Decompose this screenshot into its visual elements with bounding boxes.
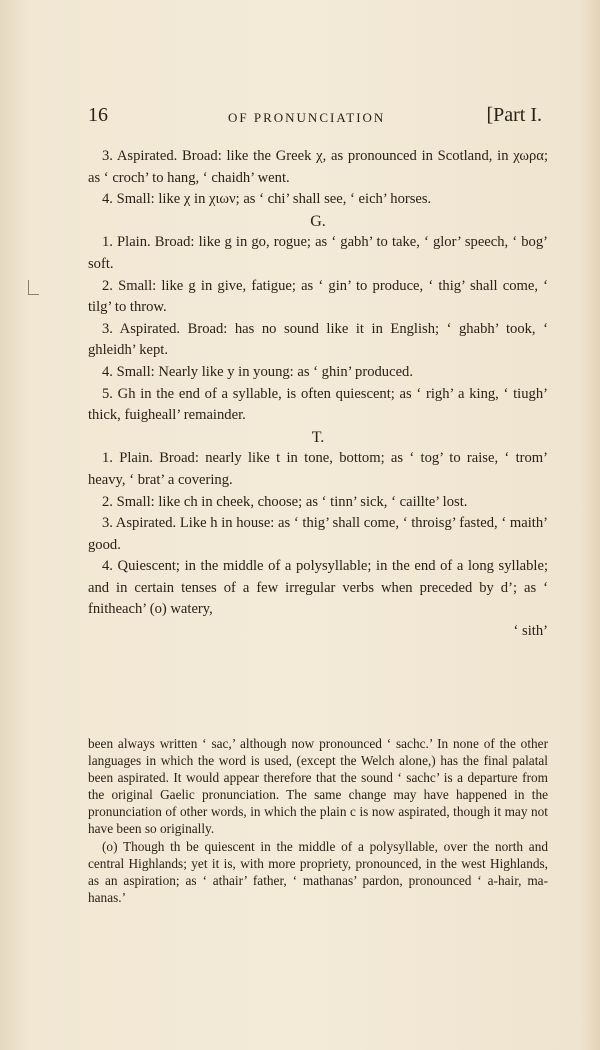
footnotes <box>88 735 548 906</box>
t-item-1: 1. Plain. Broad: nearly like t in tone, bottom; as ‘ tog’ to raise, ‘ trom’ heavy, ‘ brat’ a covering. <box>88 450 548 488</box>
g-item-1: 1. Plain. Broad: like g in go, rogue; as ‘ gabh’ to take, ‘ glor’ speech, ‘ bog’ soft. <box>88 234 548 272</box>
g-item-5: 5. Gh in the end of a syllable, is often quiescent; as ‘ righ’ a king, ‘ tiugh’ thick, fuigheall’ remainder. <box>88 385 548 424</box>
chi-item-4: 4. Small: like χ in χιων; as ‘ chi’ shall see, ‘ eich’ horses. <box>102 191 432 208</box>
g-item-3: 3. Aspirated. Broad: has no sound like it in English; ‘ ghabh’ took, ‘ ghleidh’ kept. <box>88 320 548 359</box>
t-item-4: 4. Quiescent; in the middle of a polysyllable; in the end of a long syllable; and in certain tenses of a few irregular verbs when preceded by d’; as ‘ fnitheach’ (o) watery, <box>88 558 548 618</box>
t-item-2: 2. Small: like ch in cheek, choose; as ‘ tinn’ sick, ‘ caillte’ lost. <box>102 493 468 510</box>
running-title: OF PRONUNCIATION <box>228 110 386 125</box>
margin-pencil-mark <box>28 280 39 295</box>
chi-item-3: 3. Aspirated. Broad: like the Greek χ, as pronounced in Scotland, in χωρα; as ‘ croch’ to hang, ‘ chaidh’ went. <box>88 148 548 186</box>
page-header <box>88 104 548 134</box>
page-number: 16 <box>88 104 108 126</box>
main-text <box>88 146 548 643</box>
footnote-o: (o) Though th be quiescent in the middle of a polysyllable, over the north and central Highlands; yet it is, with more propriety, pronounced, in the west Highlands, as an aspiration; as ‘ athair’ father, ‘ mathanas’ pardon, pronounced ‘ a-hair, ma-hanas.’ <box>88 838 548 905</box>
footnote-continued: been always written ‘ sac,’ although now pronounced ‘ sachc.’ In none of the other languages in which the word is used, (except the Welch alone,) has the final palatal been aspirated. It would appear therefore that the sound ‘ sachc’ is a departure from the original Gaelic pronunciation. The same change may have happened in the pronunciation of other words, in which the plain c is now aspirated, though it may not have been so originally. <box>88 736 548 837</box>
t-item-3: 3. Aspirated. Like h in house: as ‘ thig’ shall come, ‘ throisg’ fasted, ‘ maith’ good. <box>88 515 548 553</box>
section-heading-t: T. <box>311 428 325 446</box>
section-heading-g: G. <box>310 212 326 230</box>
part-label: [Part I. <box>486 104 542 126</box>
g-item-4: 4. Small: Nearly like y in young: as ‘ ghin’ produced. <box>102 363 414 380</box>
t-item-4-continuation: ‘ sith’ <box>513 623 548 640</box>
g-item-2: 2. Small: like g in give, fatigue; as ‘ gin’ to produce, ‘ thig’ shall come, ‘ tilg’ to throw. <box>88 277 548 316</box>
